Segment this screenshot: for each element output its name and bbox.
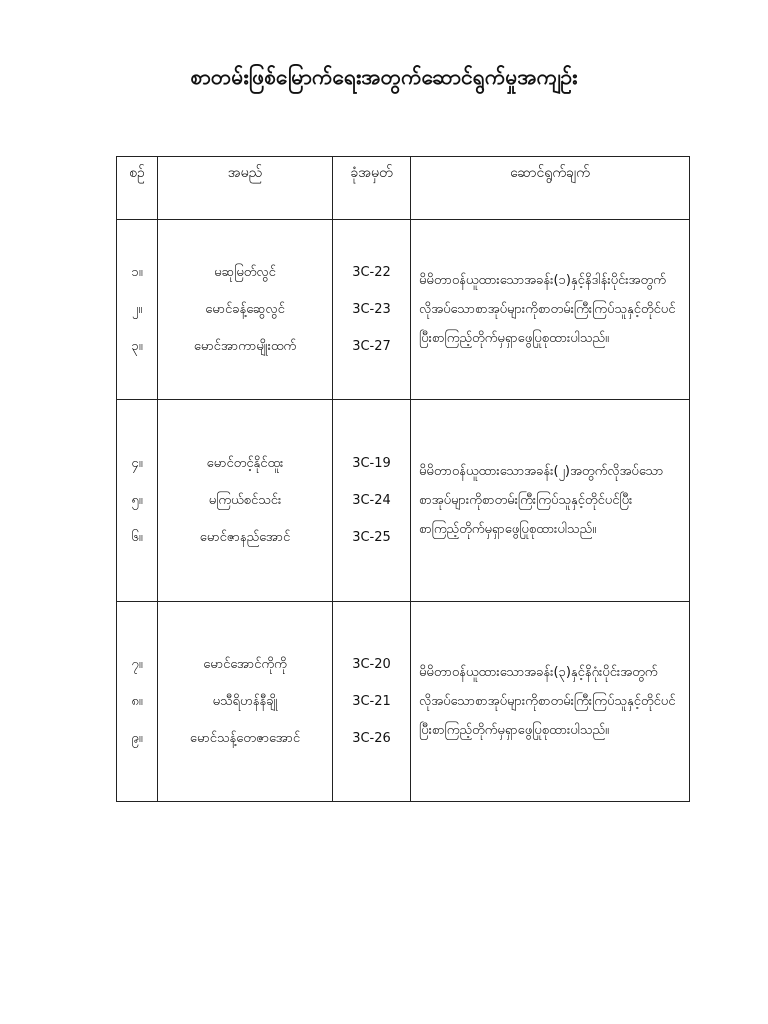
table-header-row	[117, 157, 690, 220]
roll-number: 3C-19	[352, 456, 391, 471]
student-name: မောင်သန့်တေဇာအောင်	[189, 731, 301, 746]
activity-description: မိမိတာဝန်ယူထားသောအခန်း(၃)နှင့်နိဂုံးပိုင်းအတွက်လိုအပ်သောစာအုပ်များကိုစာတမ်းကြီးကြပ်သူနှင့်တိုင်ပင်ပြီးစာကြည့်တိုက်မှရှာဖွေပြုစုထားပါသည်။	[411, 602, 690, 802]
student-name: မကြယ်စင်သင်း	[208, 493, 282, 508]
document-title: စာတမ်းဖြစ်မြောက်ရေးအတွက်ဆောင်ရွက်မှုအကျဉ်း	[190, 65, 578, 89]
serial-number: ၃။	[131, 339, 143, 354]
student-name: မောင်အာကာမျိုးထက်	[193, 339, 297, 354]
roll-number: 3C-27	[352, 339, 391, 354]
serial-number: ၅။	[131, 493, 143, 508]
header-activity: ဆောင်ရွက်ချက်	[411, 157, 690, 220]
header-name: အမည်	[158, 157, 333, 220]
serial-number: ၈။	[131, 694, 143, 709]
name-cell	[158, 220, 333, 400]
roll-number: 3C-24	[352, 493, 391, 508]
serial-number: ၄။	[131, 456, 143, 471]
serial-number: ၂။	[131, 302, 143, 317]
header-serial: စဉ်	[117, 157, 158, 220]
roll-number: 3C-25	[352, 530, 391, 545]
student-name: မသီရိဟန်နီချို	[212, 694, 278, 709]
student-name: မောင်တင့်နိုင်ထူး	[206, 456, 284, 471]
activity-description: မိမိတာဝန်ယူထားသောအခန်း(၁)နှင့်နိဒါန်းပိုင်းအတွက်လိုအပ်သောစာအုပ်များကိုစာတမ်းကြီးကြပ်သူနှင့်တိုင်ပင်ပြီးစာကြည့်တိုက်မှရှာဖွေပြုစုထားပါသည်။	[411, 220, 690, 400]
student-name: မောင်အောင်ကိုကို	[203, 657, 287, 672]
name-cell	[158, 400, 333, 602]
roll-number-cell	[333, 220, 411, 400]
header-roll-number: ခုံအမှတ်	[333, 157, 411, 220]
serial-number: ၉။	[131, 731, 143, 746]
summary-table	[116, 156, 690, 802]
student-name: မဆုမြတ်လွင်	[214, 265, 276, 280]
serial-number: ၇။	[131, 657, 143, 672]
table-row	[117, 602, 690, 802]
serial-cell	[117, 400, 158, 602]
roll-number: 3C-20	[352, 657, 391, 672]
roll-number-cell	[333, 602, 411, 802]
serial-number: ၆။	[131, 530, 143, 545]
roll-number: 3C-21	[352, 694, 391, 709]
student-name: မောင်ခန့်ဆွေလွင်	[205, 302, 285, 317]
serial-cell	[117, 602, 158, 802]
table-row	[117, 220, 690, 400]
roll-number: 3C-23	[352, 302, 391, 317]
student-name: မောင်ဇာနည်အောင်	[199, 530, 291, 545]
serial-cell	[117, 220, 158, 400]
roll-number: 3C-26	[352, 731, 391, 746]
activity-description: မိမိတာဝန်ယူထားသောအခန်း(၂)အတွက်လိုအပ်သောစာအုပ်များကိုစာတမ်းကြီးကြပ်သူနှင့်တိုင်ပင်ပြီးစာကြည့်တိုက်မှရှာဖွေပြုစုထားပါသည်။	[411, 400, 690, 602]
roll-number: 3C-22	[352, 265, 391, 280]
table-row	[117, 400, 690, 602]
name-cell	[158, 602, 333, 802]
serial-number: ၁။	[131, 265, 143, 280]
roll-number-cell	[333, 400, 411, 602]
